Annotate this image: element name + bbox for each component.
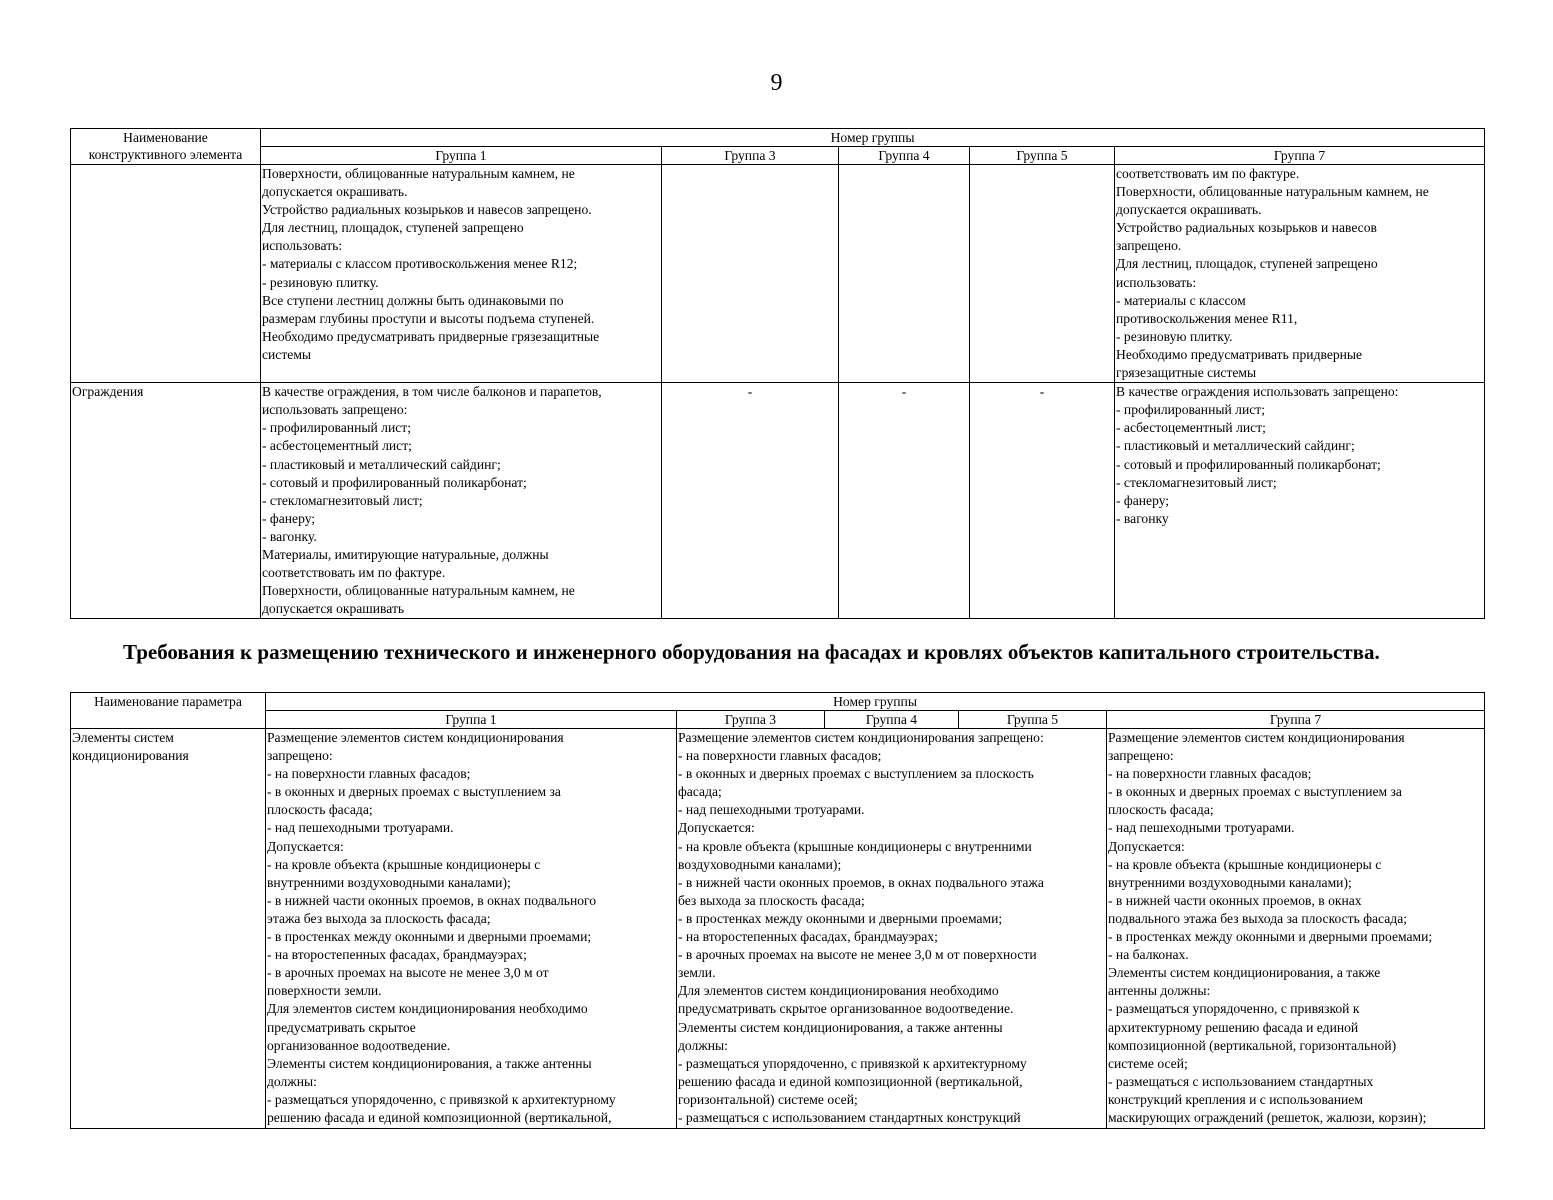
text-line: - над пешеходными тротуарами. [1108,820,1295,836]
text-line: Поверхности, облицованные натуральным камнем, не [262,166,575,181]
text-line: соответствовать им по фактуре. [1116,166,1300,181]
text-line: грязезащитные системы [1116,365,1257,381]
text-line: соответствовать им по фактуре. [262,565,446,581]
text-line: - на второстепенных фасадах, брандмауэрах; [267,947,527,963]
text-line: допускается окрашивать [262,601,405,617]
text-line: - на кровле объекта (крышные кондиционеры с внутренними [678,838,1032,854]
column-header-parameter-name: Наименование параметра [71,693,266,729]
text-line: допускается окрашивать. [262,184,408,200]
text-line: - в простенках между оконными и дверными проемами; [678,910,1003,926]
text-line: внутренними воздуховодными каналами); [1108,874,1352,890]
text-line: - в простенках между оконными и дверными проемами; [267,929,592,945]
text-line: - на второстепенных фасадах, брандмауэрах; [678,929,938,945]
group-4-header: Группа 4 [839,147,970,165]
text-line: Элементы систем кондиционирования, а также антенны [678,1019,1003,1035]
group-1-cell [261,383,662,619]
group-3-header: Группа 3 [677,711,825,729]
text-line: - в арочных проемах на высоте не менее 3,0 м от поверхности [678,947,1037,963]
text-line: - профилированный лист; [1116,402,1265,418]
text-line: - на балконах. [1108,947,1189,963]
group-3-cell: - [662,383,839,619]
group-1-cell [261,165,662,383]
text-line: - в оконных и дверных проемах с выступлением за [1108,784,1402,800]
text-line: запрещено: [1108,748,1174,764]
text-line: Размещение элементов систем кондиционирования [267,730,564,745]
text-line: Наименование [123,130,208,145]
text-line: должны: [267,1073,317,1089]
text-line: Допускается: [1108,838,1185,854]
equipment-placement-table [70,692,1485,1129]
text-line: - в арочных проемах на высоте не менее 3,0 м от [267,965,549,981]
text-line: - на поверхности главных фасадов; [678,748,882,764]
text-line: - пластиковый и металлический сайдинг; [262,456,501,472]
text-line: использовать: [262,238,343,254]
group-1-cell [266,729,677,1129]
text-line: - асбестоцементный лист; [262,438,412,454]
text-line: Размещение элементов систем кондиционирования запрещено: [678,730,1044,745]
text-line: Элементы систем кондиционирования, а также антенны [267,1055,592,1071]
text-line: Элементы систем [72,730,174,745]
text-line: - в оконных и дверных проемах с выступлением за [267,784,561,800]
text-line: - в нижней части оконных проемов, в окнах [1108,892,1362,908]
text-line: - на поверхности главных фасадов; [1108,766,1312,782]
text-line: Необходимо предусматривать придверные [1116,346,1363,362]
text-line: противоскольжения менее R11, [1116,310,1298,326]
group-3-cell [662,165,839,383]
text-line: архитектурному решению фасада и единой [1108,1019,1359,1035]
text-line: без выхода за плоскость фасада; [678,892,865,908]
text-line: - профилированный лист; [262,420,411,436]
text-line: В качестве ограждения, в том числе балконов и парапетов, [262,384,602,400]
text-line: - стекломагнезитовый лист; [262,492,423,508]
text-line: - материалы с классом противоскольжения менее R12; [262,256,578,272]
text-line: воздуховодными каналами); [678,856,842,872]
group-7-cell [1115,165,1485,383]
text-line: размерам глубины проступи и высоты подъема ступеней. [262,310,595,326]
text-line: - сотовый и профилированный поликарбонат; [1116,456,1381,472]
text-line: - вагонку [1116,510,1169,526]
group-4-cell: - [839,383,970,619]
row-name-cell: Ограждения [71,383,261,619]
group-5-header: Группа 5 [959,711,1107,729]
row-name-cell [71,729,266,1129]
group-labels-row [71,147,1485,165]
group-1-header: Группа 1 [266,711,677,729]
table-row [71,383,1485,619]
text-line: этажа без выхода за плоскость фасада; [267,910,491,926]
text-line: маскирующих ограждений (решеток, жалюзи, корзин); [1108,1109,1427,1125]
text-line: - сотовый и профилированный поликарбонат; [262,474,527,490]
table-row [71,729,1485,1129]
text-line: плоскость фасада; [267,802,373,818]
group-7-header: Группа 7 [1115,147,1485,165]
text-line: плоскость фасада; [1108,802,1214,818]
group-4-cell [839,165,970,383]
group-number-header: Номер группы [266,693,1485,711]
text-line: - резиновую плитку. [262,274,379,290]
text-line: решению фасада и единой композиционной (вертикальной, [678,1073,1023,1089]
text-line: - асбестоцементный лист; [1116,420,1266,436]
text-line: использовать: [1116,274,1197,290]
text-line: Размещение элементов систем кондиционирования [1108,730,1405,745]
text-line: Необходимо предусматривать придверные грязезащитные [262,328,600,344]
text-line: должны: [678,1037,728,1053]
text-line: Устройство радиальных козырьков и навесов [1116,220,1377,236]
text-line: - в оконных и дверных проемах с выступлением за плоскость [678,766,1034,782]
text-line: антенны должны: [1108,983,1211,999]
text-line: горизонтальной) системе осей; [678,1091,858,1107]
text-line: Для лестниц, площадок, ступеней запрещено [1116,256,1378,272]
group-7-header: Группа 7 [1107,711,1485,729]
text-line: решению фасада и единой композиционной (вертикальной, [267,1109,612,1125]
group-7-cell [1115,383,1485,619]
text-line: - в нижней части оконных проемов, в окнах подвального этажа [678,874,1044,890]
text-line: системы [262,346,312,362]
text-line: - в нижней части оконных проемов, в окнах подвального [267,892,597,908]
text-line: Поверхности, облицованные натуральным камнем, не [1116,184,1429,200]
text-line: - на кровле объекта (крышные кондиционеры с [267,856,541,872]
text-line: Для элементов систем кондиционирования необходимо [267,1001,588,1017]
text-line: допускается окрашивать. [1116,202,1262,218]
text-line: композиционной (вертикальной, горизонтальной) [1108,1037,1397,1053]
text-line: - размещаться с использованием стандартных конструкций [678,1109,1021,1125]
text-line: системе осей; [1108,1055,1188,1071]
text-line: - в простенках между оконными и дверными проемами; [1108,929,1433,945]
group-1-header: Группа 1 [261,147,662,165]
text-line: фасада; [678,784,722,800]
text-line: - фанеру; [262,510,316,526]
text-line: использовать запрещено: [262,402,408,418]
table-header-row [71,693,1485,711]
group-labels-row [71,711,1485,729]
text-line: - размещаться упорядоченно, с привязкой к архитектурному [267,1091,616,1107]
text-line: - резиновую плитку. [1116,328,1233,344]
text-line: - на кровле объекта (крышные кондиционеры с [1108,856,1382,872]
text-line: В качестве ограждения использовать запрещено: [1116,384,1399,400]
text-line: запрещено. [1116,238,1182,254]
group-3-header: Группа 3 [662,147,839,165]
text-line: Для элементов систем кондиционирования необходимо [678,983,999,999]
text-line: Поверхности, облицованные натуральным камнем, не [262,583,575,599]
text-line: конструктивного элемента [88,147,243,162]
column-header-element-name [71,129,261,165]
text-line: Устройство радиальных козырьков и навесов запрещено. [262,202,592,218]
page-number: 9 [770,70,783,96]
text-line: - размещаться упорядоченно, с привязкой к [1108,1001,1360,1017]
text-line: Допускается: [267,838,344,854]
text-line: - вагонку. [262,528,317,544]
text-line: организованное водоотведение. [267,1037,451,1053]
text-line: запрещено: [267,748,333,764]
text-line: - размещаться с использованием стандартных [1108,1073,1374,1089]
text-line: - размещаться упорядоченно, с привязкой к архитектурному [678,1055,1027,1071]
text-line: - материалы с классом [1116,292,1246,308]
text-line: - над пешеходными тротуарами. [267,820,454,836]
text-line: - над пешеходными тротуарами. [678,802,865,818]
group-3-5-cell [677,729,1107,1129]
group-5-cell: - [970,383,1115,619]
text-line: конструкций крепления и с использованием [1108,1091,1363,1107]
table-header-row [71,129,1485,147]
text-line: внутренними воздуховодными каналами); [267,874,511,890]
row-name-cell [71,165,261,383]
group-7-cell [1107,729,1485,1129]
text-line: - фанеру; [1116,492,1170,508]
text-line: Материалы, имитирующие натуральные, должны [262,546,549,562]
group-5-header: Группа 5 [970,147,1115,165]
text-line: - на поверхности главных фасадов; [267,766,471,782]
text-line: - пластиковый и металлический сайдинг; [1116,438,1355,454]
text-line: Все ступени лестниц должны быть одинаковыми по [262,292,564,308]
facade-elements-table [70,128,1485,619]
text-line: кондиционирования [72,748,189,764]
text-line: - стекломагнезитовый лист; [1116,474,1277,490]
group-number-header: Номер группы [261,129,1485,147]
text-line: Для лестниц, площадок, ступеней запрещено [262,220,524,236]
text-line: поверхности земли. [267,983,382,999]
group-5-cell [970,165,1115,383]
text-line: предусматривать скрытое [267,1019,416,1035]
section-title: Требования к размещению технического и инженерного оборудования на фасадах и кровлях объектов капитального строительства. [123,640,1380,664]
text-line: Элементы систем кондиционирования, а также [1108,965,1381,981]
text-line: подвального этажа без выхода за плоскость фасада; [1108,910,1408,926]
table-row [71,165,1485,383]
text-line: предусматривать скрытое организованное водоотведение. [678,1001,1014,1017]
text-line: Допускается: [678,820,755,836]
group-4-header: Группа 4 [825,711,959,729]
text-line: земли. [678,965,716,981]
